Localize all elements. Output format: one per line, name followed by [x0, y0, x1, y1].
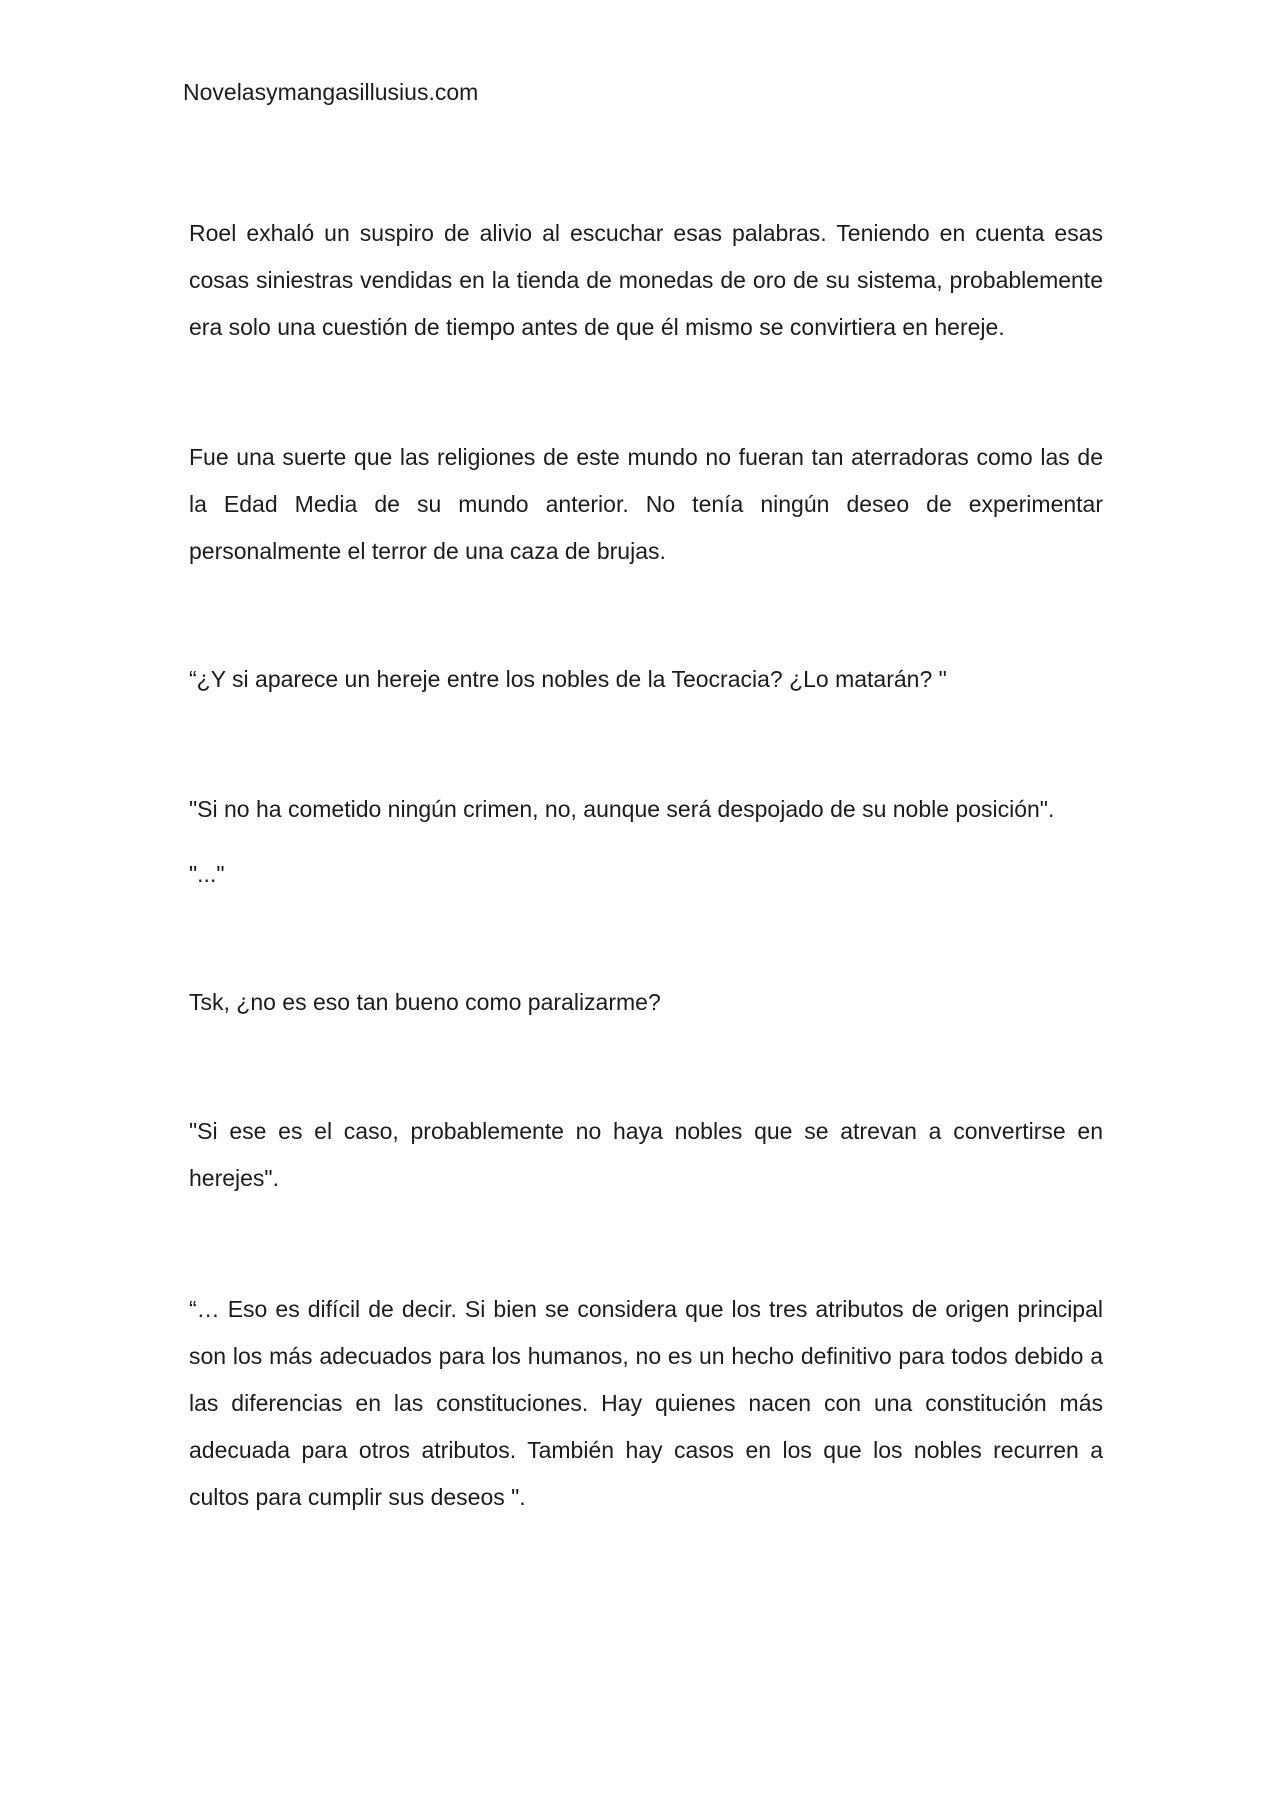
paragraph-6: Tsk, ¿no es eso tan bueno como paralizarme?	[189, 989, 661, 1015]
paragraph-1: Roel exhaló un suspiro de alivio al escuchar esas palabras. Teniendo en cuenta esas cosas siniestras vendidas en la tienda de monedas de oro de su sistema, probablemente era solo una cuestión de tiempo antes de que él mismo se convirtiera en hereje.	[189, 220, 1103, 340]
paragraph-2: Fue una suerte que las religiones de este mundo no fueran tan aterradoras como las de la Edad Media de su mundo anterior. No tenía ningún deseo de experimentar personalmente el terror de una caza de brujas.	[189, 444, 1103, 564]
paragraph-5: "..."	[189, 861, 225, 887]
paragraph-8: “… Eso es difícil de decir. Si bien se considera que los tres atributos de origen principal son los más adecuados para los humanos, no es un hecho definitivo para todos debido a las diferencias en las constituciones. Hay quienes nacen con una constitución más adecuada para otros atributos. También hay casos en los que los nobles recurren a cultos para cumplir sus deseos ".	[189, 1296, 1103, 1510]
paragraph-4: "Si no ha cometido ningún crimen, no, aunque será despojado de su noble posición".	[189, 796, 1055, 822]
paragraph-7: "Si ese es el caso, probablemente no haya nobles que se atrevan a convertirse en herejes".	[189, 1118, 1103, 1191]
site-header: Novelasymangasillusius.com	[183, 79, 479, 105]
paragraph-3: “¿Y si aparece un hereje entre los nobles de la Teocracia? ¿Lo matarán? "	[189, 666, 947, 692]
